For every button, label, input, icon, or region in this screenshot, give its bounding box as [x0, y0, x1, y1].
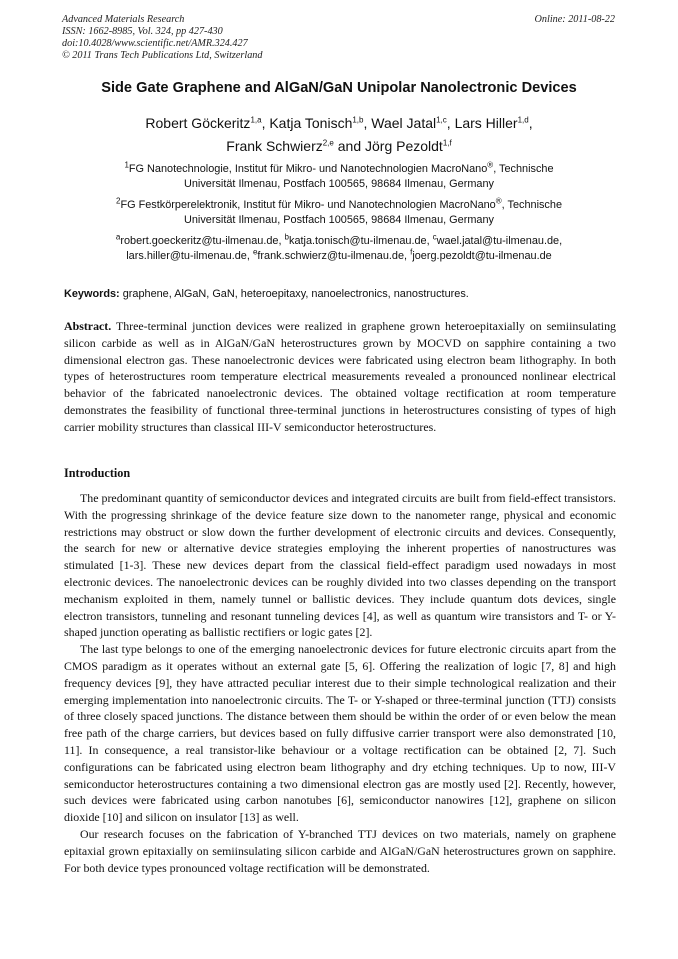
doi-line: doi:10.4028/www.scientific.net/AMR.324.427 — [62, 38, 248, 49]
paper-title: Side Gate Graphene and AlGaN/GaN Unipolar Nanolectronic Devices — [101, 80, 577, 96]
email-link[interactable]: wael.jatal@tu-ilmenau.de, — [436, 235, 563, 247]
author-name: Wael Jatal — [371, 115, 437, 131]
aff-reg: ® — [495, 196, 502, 206]
aff-sup: 1 — [124, 160, 129, 170]
aff-line2: Universität Ilmenau, Postfach 100565, 98684 Ilmenau, Germany — [184, 177, 494, 190]
abstract — [64, 318, 616, 436]
aff-tail: , Technische — [493, 163, 554, 175]
aff-line2: Universität Ilmenau, Postfach 100565, 98684 Ilmenau, Germany — [184, 213, 494, 226]
aff-text: FG Nanotechnologie, Institut für Mikro- und Nanotechnologien MacroNano — [128, 163, 488, 175]
author-line-1: Robert Göckeritz$^{1,a}$, Katja Tonisch$^{1,b}$, Wael Jatal$^{1,c}$, Lars Hiller$^{1,d}$, — [145, 115, 533, 131]
email-link[interactable]: lars.hiller@tu-ilmenau.de, — [126, 250, 250, 262]
paragraph: The predominant quantity of semiconductor devices and integrated circuits are built from field-effect transistors. With the progressing shrinkage of the device feature size down to the nanometer range, physical and economic restrictions may obstruct or slow down the further development of electronic circuits and devices. Consequently, the search for new or alternative device strategies employing the inherent properties of nanostructures was stimulated [1-3]. These new devices depart from the classical field-effect paradigm used nowadays in most electronic devices. The nanoelectronic devices can be roughly divided into two classes depending on the transport mechanism exploited in them, namely tunnel or ballistic devices. They include quantum dots devices, single electron transistors, tunneling and resonant tunneling devices [4], as well as quantum wire transistors and T- or Y-shaped junction operating as ballistic rectifiers or logic gates [2]. — [64, 491, 616, 640]
email-sup: c — [432, 232, 437, 242]
author-name: Robert Göckeritz — [145, 115, 251, 131]
author-sup: 1,f — [442, 138, 452, 148]
email-link[interactable]: joerg.pezoldt@tu-ilmenau.de — [412, 250, 552, 262]
affiliation-1 — [62, 162, 616, 191]
author-conjunction: and — [337, 138, 362, 154]
aff-sup: 2 — [116, 196, 121, 206]
author-sup: 1,b — [352, 115, 364, 125]
author-line-2 — [62, 135, 616, 157]
section-heading-introduction: Introduction — [64, 466, 131, 480]
aff-text: FG Festkörperelektronik, Institut für Mikro- und Nanotechnologien MacroNano — [120, 199, 496, 211]
keywords-text: graphene, AlGaN, GaN, heteroepitaxy, nanoelectronics, nanostructures. — [122, 288, 469, 300]
author-emails — [62, 234, 616, 264]
author-name: Katja Tonisch — [269, 115, 353, 131]
author-name: Jörg Pezoldt — [365, 138, 443, 154]
keywords-label: Keywords: — [64, 288, 120, 300]
keywords — [64, 288, 616, 300]
email-sup: f — [410, 247, 413, 257]
aff-reg: ® — [487, 160, 494, 170]
online-date: Online: 2011-08-22 — [534, 14, 615, 25]
email-sup: e — [252, 247, 258, 257]
author-name: Frank Schwierz — [226, 138, 323, 154]
author-sup: 1,a — [250, 115, 262, 125]
email-sup: b — [284, 232, 289, 242]
email-sup: a — [115, 232, 121, 242]
paragraph: The last type belongs to one of the emerging nanoelectronic devices for future electronic circuits apart from the CMOS paradigm as it operates without an external gate [5, 6]. Offering the realization of logic [7, 8] and high frequency devices [9], they have attracted peculiar interest due to their simple technological realization and their emerging implementation into nanoelectronic circuits. The T- or Y-shaped or three-terminal junction (TTJ) consists of three closely spaced junctions. The distance between them should be within the order of or even below the mean free path of the charge carriers, but devices based on fully diffusive carrier transport were also demonstrated [10, 11]. In consequence, a real transistor-like behaviour or a voltage rectification can be obtained [2, 7]. Such configurations can be fabricated using electron beam lithography and dry etching techniques. Up to now, III-V semiconductor heterostructures containing a two dimensional electron gas are mostly used [2]. Recently, however, such devices were fabricated using carbon nanotubes [6], semiconductor nanowires [12], graphene on silicon dioxide [10] and silicon on insulator [13] as well. — [64, 642, 616, 825]
journal-name: Advanced Materials Research — [62, 14, 185, 25]
introduction-body — [64, 490, 616, 876]
copyright-line: © 2011 Trans Tech Publications Ltd, Switzerland — [62, 50, 263, 61]
email-link[interactable]: frank.schwierz@tu-ilmenau.de, — [257, 250, 408, 262]
aff-tail: , Technische — [501, 199, 562, 211]
paragraph: Our research focuses on the fabrication of Y-branched TTJ devices on two materials, namely on graphene epitaxial grown epitaxially on semiinsulating silicon carbide and AlGaN/GaN heterostructures grown on sapphire. For both device types pronounced voltage rectification will be demonstrated. — [64, 826, 616, 875]
journal-header — [62, 14, 262, 62]
author-sup: 1,c — [436, 115, 447, 125]
affiliation-2 — [62, 198, 616, 227]
author-sup: 1,d — [517, 115, 529, 125]
email-link[interactable]: katja.tonisch@tu-ilmenau.de, — [289, 235, 430, 247]
email-link[interactable]: robert.goeckeritz@tu-ilmenau.de, — [120, 235, 282, 247]
author-name: Lars Hiller — [454, 115, 518, 131]
author-sup: 2,e — [322, 138, 334, 148]
issn-line: ISSN: 1662-8985, Vol. 324, pp 427-430 — [62, 26, 223, 37]
abstract-label: Abstract. — [64, 319, 112, 333]
abstract-text: Three-terminal junction devices were realized in graphene grown heteroepitaxially on semiinsulating silicon carbide as well as in AlGaN/GaN heterostructures grown by MOCVD on sapphire containing a two dimensional electron gas. These nanoelectronic devices were fabricated using electron beam lithography. In both types of heterostructures room temperature electrical measurements revealed a pronounced nonlinear electrical behavior of the fabricated nanoelectronic devices. The obtained voltage rectification at room temperature demonstrates the feasibility of functional three-terminal junctions in heterostructures consisting of types of high carrier mobility structures than classical III-V semiconductor heterostructures. — [64, 319, 616, 434]
